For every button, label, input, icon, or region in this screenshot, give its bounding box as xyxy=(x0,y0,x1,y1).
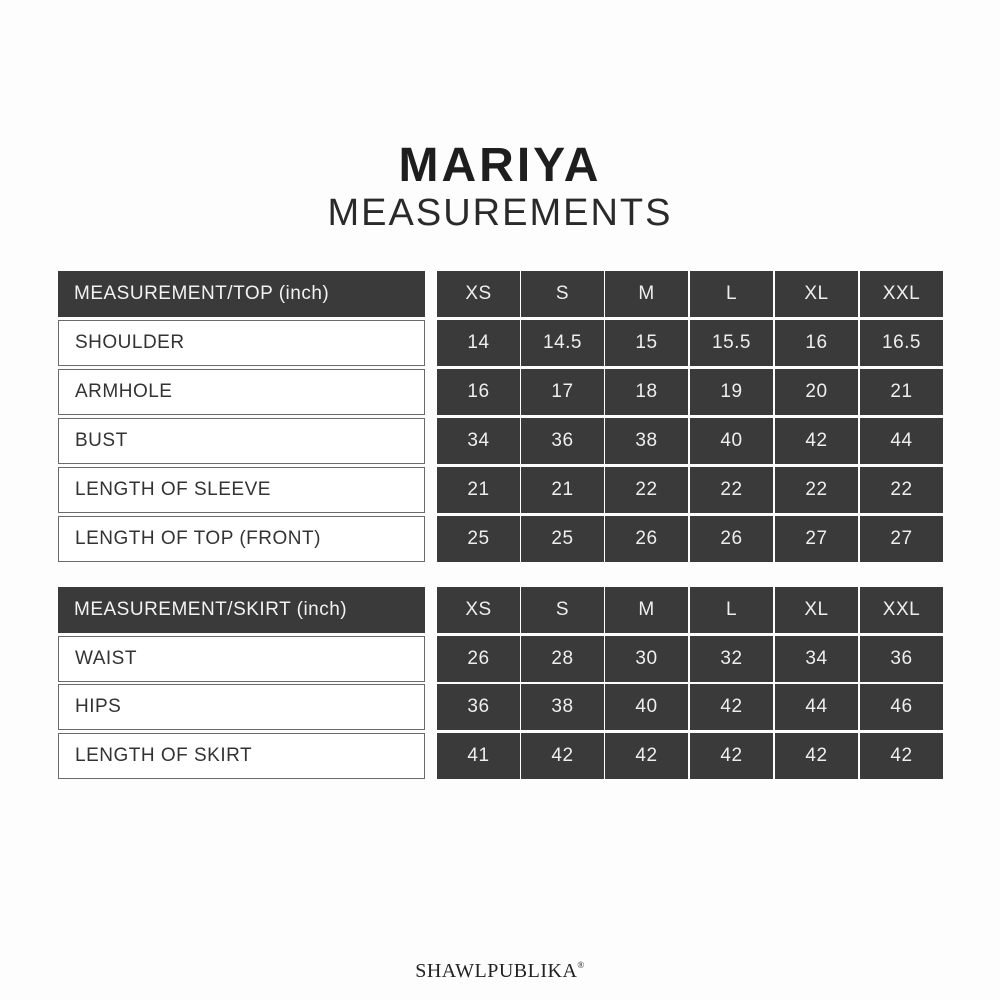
table-cell: 20 xyxy=(775,369,858,415)
brand-name: SHAWLPUBLIKA xyxy=(415,960,578,982)
row-label: LENGTH OF SLEEVE xyxy=(58,467,425,513)
table-cell: 14 xyxy=(437,320,520,366)
table-cell: 21 xyxy=(521,467,604,513)
row-label: SHOULDER xyxy=(58,320,425,366)
row-label: LENGTH OF SKIRT xyxy=(58,733,425,779)
product-title: MARIYA xyxy=(398,139,602,192)
table-cell: 14.5 xyxy=(521,320,604,366)
row-label: LENGTH OF TOP (FRONT) xyxy=(58,516,425,562)
row-label: ARMHOLE xyxy=(58,369,425,415)
table-cell: 16.5 xyxy=(860,320,943,366)
table-heading: MEASUREMENT/TOP (inch) xyxy=(58,271,425,317)
size-header-s: S xyxy=(521,587,604,633)
table-cell: 26 xyxy=(437,636,520,682)
table-cell: 25 xyxy=(521,516,604,562)
table-cell: 40 xyxy=(605,684,688,730)
table-cell: 42 xyxy=(521,733,604,779)
table-cell: 18 xyxy=(605,369,688,415)
table-cell: 41 xyxy=(437,733,520,779)
table-cell: 42 xyxy=(860,733,943,779)
brand-logo xyxy=(0,960,1000,983)
size-header-l: L xyxy=(690,271,773,317)
size-header-xs: XS xyxy=(437,587,520,633)
table-cell: 42 xyxy=(775,733,858,779)
table-cell: 38 xyxy=(521,684,604,730)
table-cell: 22 xyxy=(860,467,943,513)
table-cell: 34 xyxy=(437,418,520,464)
table-cell: 26 xyxy=(605,516,688,562)
table-cell: 42 xyxy=(775,418,858,464)
size-header-xl: XL xyxy=(775,271,858,317)
table-cell: 40 xyxy=(690,418,773,464)
table-cell: 22 xyxy=(605,467,688,513)
table-cell: 42 xyxy=(690,733,773,779)
table-cell: 32 xyxy=(690,636,773,682)
table-cell: 36 xyxy=(437,684,520,730)
row-label: WAIST xyxy=(58,636,425,682)
table-cell: 42 xyxy=(605,733,688,779)
table-cell: 30 xyxy=(605,636,688,682)
table-cell: 27 xyxy=(860,516,943,562)
table-cell: 15.5 xyxy=(690,320,773,366)
size-header-xl: XL xyxy=(775,587,858,633)
table-cell: 17 xyxy=(521,369,604,415)
table-cell: 34 xyxy=(775,636,858,682)
size-header-xxl: XXL xyxy=(860,271,943,317)
size-header-s: S xyxy=(521,271,604,317)
table-cell: 15 xyxy=(605,320,688,366)
table-cell: 44 xyxy=(860,418,943,464)
table-cell: 22 xyxy=(775,467,858,513)
row-label: BUST xyxy=(58,418,425,464)
table-cell: 22 xyxy=(690,467,773,513)
table-cell: 36 xyxy=(521,418,604,464)
row-label: HIPS xyxy=(58,684,425,730)
table-cell: 28 xyxy=(521,636,604,682)
table-cell: 25 xyxy=(437,516,520,562)
table-cell: 44 xyxy=(775,684,858,730)
table-cell: 36 xyxy=(860,636,943,682)
table-cell: 38 xyxy=(605,418,688,464)
size-header-m: M xyxy=(605,587,688,633)
size-header-xs: XS xyxy=(437,271,520,317)
table-cell: 21 xyxy=(437,467,520,513)
table-cell: 21 xyxy=(860,369,943,415)
table-cell: 42 xyxy=(690,684,773,730)
table-cell: 46 xyxy=(860,684,943,730)
size-header-m: M xyxy=(605,271,688,317)
size-header-xxl: XXL xyxy=(860,587,943,633)
registered-mark: ® xyxy=(577,960,585,970)
table-cell: 27 xyxy=(775,516,858,562)
table-cell: 16 xyxy=(437,369,520,415)
table-cell: 19 xyxy=(690,369,773,415)
table-cell: 16 xyxy=(775,320,858,366)
table-heading: MEASUREMENT/SKIRT (inch) xyxy=(58,587,425,633)
page-subtitle: MEASUREMENTS xyxy=(327,192,673,234)
size-header-l: L xyxy=(690,587,773,633)
table-cell: 26 xyxy=(690,516,773,562)
